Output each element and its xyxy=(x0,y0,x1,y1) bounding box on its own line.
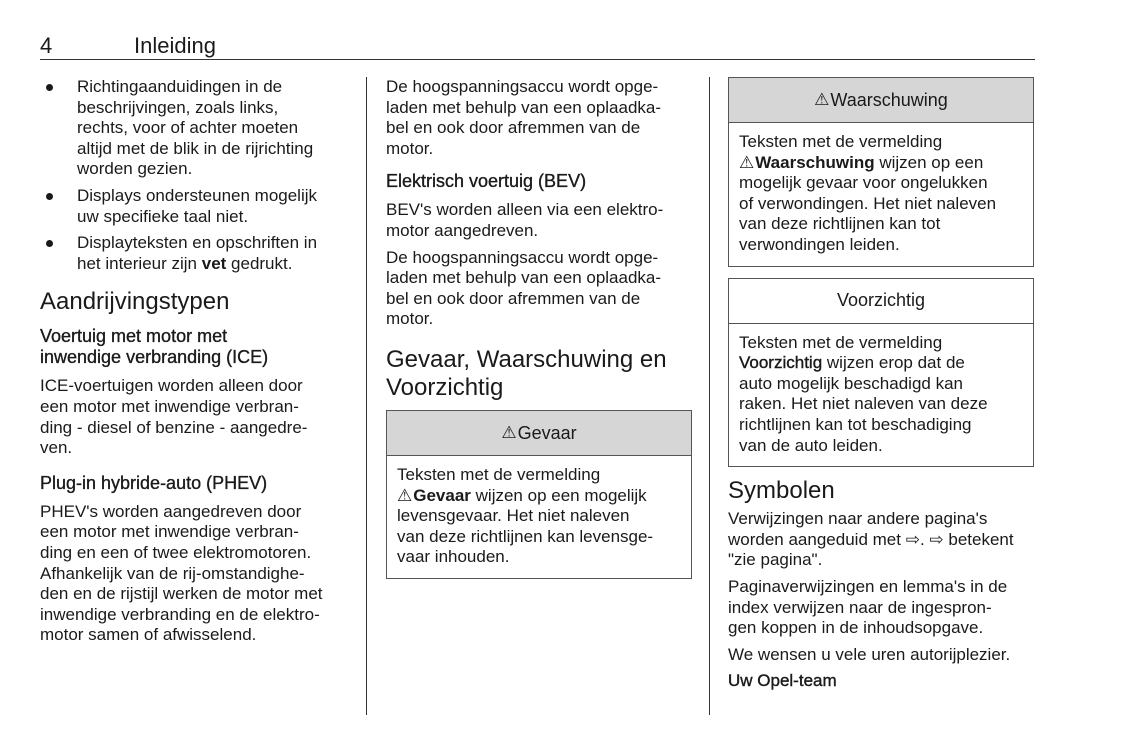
danger-box-body xyxy=(387,456,691,578)
paragraph: BEV's worden alleen via een elektro- motor aangedreven. xyxy=(386,200,664,240)
page-ref-icon: ⇨ xyxy=(905,529,920,549)
caution-box-body xyxy=(729,324,1033,467)
page-number: 4 xyxy=(40,33,53,58)
caution-box xyxy=(728,278,1034,468)
text: Teksten met de vermelding xyxy=(739,332,943,352)
paragraph: PHEV's worden aangedreven door een motor met inwendige verbran- ding en een of twee elektromotoren. Afhankelijk van de rij-omstandighe- den en de rijstijl werken de motor met inwendige verbranding en de elektro- motor samen of afwisselend. xyxy=(40,501,323,645)
text: betekent "zie pagina". xyxy=(728,529,1014,570)
paragraph xyxy=(728,509,1034,571)
page-ref-icon: ⇨ xyxy=(929,529,944,549)
text: Teksten met de vermelding xyxy=(397,464,601,484)
signature: Uw Opel-team xyxy=(728,671,837,691)
bold-text: Voorzichtig xyxy=(739,353,823,373)
text: gedrukt. xyxy=(226,253,293,273)
section-heading: Aandrijvingstypen xyxy=(40,288,230,316)
box-title: Voorzichtig xyxy=(836,290,926,311)
subheading-phev: Plug-in hybride-auto (PHEV) xyxy=(40,472,268,493)
warning-icon: ⚠ xyxy=(501,422,517,442)
caution-box-header xyxy=(729,279,1033,324)
warning-icon: ⚠ xyxy=(397,485,413,505)
bold-text: Waarschuwing xyxy=(755,152,875,172)
bold-text: vet xyxy=(201,253,227,273)
paragraph: We wensen u vele uren autorijplezier. xyxy=(728,644,1011,664)
column-divider xyxy=(366,77,367,715)
text: wijzen op een mogelijk gevaar voor ongelukken of verwondingen. Het niet naleven van deze richtlijnen kan tot verwondingen leiden. xyxy=(739,152,997,254)
bold-text: Gevaar xyxy=(413,485,471,505)
box-title: Waarschuwing xyxy=(830,89,948,110)
box-title: Gevaar xyxy=(517,422,577,443)
bullet-item: Displays ondersteunen mogelijk uw specifieke taal niet. xyxy=(40,186,360,227)
section-heading: Gevaar, Waarschuwing en Voorzichtig xyxy=(386,345,667,401)
paragraph: De hoogspanningsaccu wordt opge- laden met behulp van een oplaadka- bel en ook door afremmen van de motor. xyxy=(386,247,662,329)
text: . xyxy=(919,529,930,549)
section-heading: Symbolen xyxy=(728,477,835,505)
text: wijzen op een mogelijk levensgevaar. Het niet naleven van deze richtlijnen kan levensge- vaar inhouden. xyxy=(397,485,654,567)
column-divider xyxy=(709,77,710,715)
warning-box-header xyxy=(729,78,1033,123)
subheading-bev: Elektrisch voertuig (BEV) xyxy=(386,171,587,192)
column-1 xyxy=(40,77,360,652)
paragraph: Paginaverwijzingen en lemma's in de index verwijzen naar de ingespron- gen koppen in de inhoudsopgave. xyxy=(728,576,1008,638)
danger-box xyxy=(386,410,692,579)
subheading-ice: Voertuig met motor met inwendige verbranding (ICE) xyxy=(40,326,269,368)
text: Teksten met de vermelding xyxy=(739,132,943,151)
column-3 xyxy=(728,77,1034,698)
bullet-item xyxy=(40,233,360,274)
header-rule xyxy=(40,59,1035,60)
warning-box-body xyxy=(729,123,1033,266)
column-2 xyxy=(386,77,692,579)
text: Verwijzingen naar andere pagina's worden aangeduid met xyxy=(728,509,988,549)
warning-box xyxy=(728,77,1034,267)
warning-icon: ⚠ xyxy=(814,89,830,109)
danger-box-header xyxy=(387,411,691,456)
warning-icon: ⚠ xyxy=(739,152,755,172)
page-title: Inleiding xyxy=(134,33,216,58)
text: Displayteksten en opschriften in het interieur zijn xyxy=(77,233,318,273)
text: wijzen erop dat de auto mogelijk beschadigd kan raken. Het niet naleven van deze richtlijnen kan tot beschadiging van de auto leiden. xyxy=(739,353,988,455)
paragraph: ICE-voertuigen worden alleen door een motor met inwendige verbran- ding - diesel of benzine - aangedre- ven. xyxy=(40,376,308,458)
paragraph: De hoogspanningsaccu wordt opge- laden met behulp van een oplaadka- bel en ook door afremmen van de motor. xyxy=(386,77,662,158)
bullet-item: Richtingaanduidingen in de beschrijvingen, zoals links, rechts, voor of achter moeten altijd met de blik in de rijrichting worden gezien. xyxy=(40,77,360,180)
